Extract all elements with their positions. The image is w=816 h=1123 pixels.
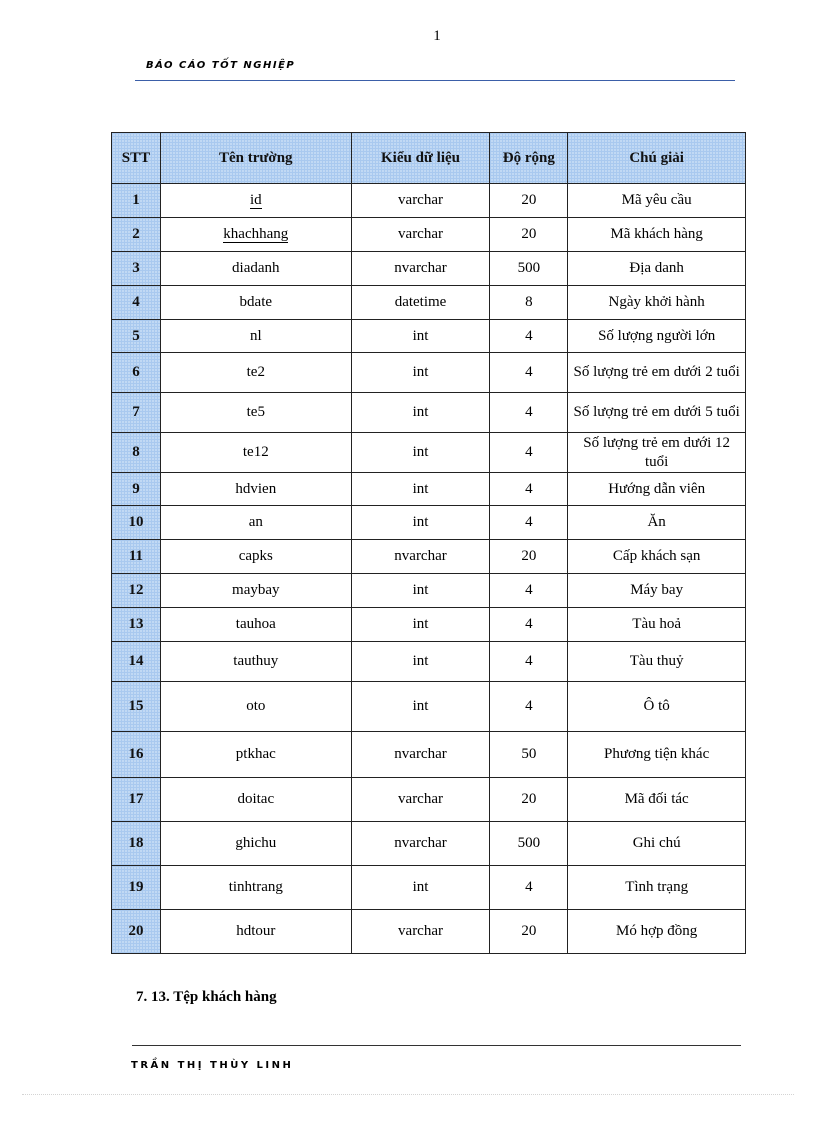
cell-stt (112, 540, 161, 574)
cell-note-text: Máy bay (630, 582, 684, 598)
cell-note (568, 642, 746, 682)
cell-width-text: 4 (525, 698, 533, 714)
cell-note (568, 353, 746, 393)
cell-stt (112, 393, 161, 433)
cell-width (490, 866, 568, 910)
cell-stt (112, 184, 161, 218)
cell-width-text: 50 (521, 746, 537, 762)
cell-width (490, 320, 568, 353)
cell-field-name-text: ptkhac (235, 746, 276, 762)
cell-width (490, 642, 568, 682)
cell-note-text: Số lượng trẻ em dưới 5 tuổi (573, 404, 740, 420)
cell-width-text: 4 (525, 404, 533, 420)
cell-field-name-text: capks (238, 548, 273, 564)
cell-note-text: Địa danh (629, 260, 684, 276)
cell-note-text: Mã đối tác (624, 791, 689, 807)
cell-note (568, 732, 746, 778)
footer-author-name: TRẦN THỊ THÙY LINH (131, 1060, 294, 1071)
table-row (112, 866, 746, 910)
cell-stt (112, 910, 161, 954)
cell-field-name (160, 353, 351, 393)
cell-note (568, 218, 746, 252)
cell-data-type-text: int (412, 327, 429, 344)
cell-data-type-text: int (412, 444, 429, 460)
cell-width-text: 4 (525, 582, 533, 598)
cell-stt-text: 11 (128, 548, 144, 564)
cell-field-name (160, 286, 351, 320)
cell-field-name-text: ghichu (235, 835, 277, 851)
cell-width (490, 540, 568, 574)
footer-divider (132, 1045, 741, 1046)
cell-stt (112, 822, 161, 866)
cell-data-type (351, 320, 490, 353)
cell-data-type-text: int (412, 616, 429, 632)
cell-data-type (351, 540, 490, 574)
cell-note (568, 184, 746, 218)
cell-data-type-text: int (412, 364, 429, 380)
cell-width-text: 4 (525, 444, 533, 460)
cell-note (568, 778, 746, 822)
cell-width-text: 500 (517, 260, 541, 276)
cell-stt-text: 4 (132, 294, 140, 310)
cell-width (490, 682, 568, 732)
page-bottom-dotted-line (22, 1094, 794, 1095)
cell-width (490, 286, 568, 320)
table-row (112, 393, 746, 433)
cell-data-type-text: nvarchar (394, 260, 447, 276)
cell-width (490, 433, 568, 473)
cell-data-type-text: nvarchar (394, 746, 447, 762)
cell-note-text: Ngày khởi hành (608, 294, 705, 310)
cell-width-text: 4 (525, 480, 533, 497)
cell-width-text: 4 (525, 616, 533, 632)
table-header-row (112, 133, 746, 184)
cell-stt-text: 16 (128, 746, 144, 762)
cell-width-text: 20 (521, 226, 537, 242)
cell-field-name-text: khachhang (223, 226, 289, 242)
cell-field-name (160, 252, 351, 286)
cell-note (568, 286, 746, 320)
table-body (112, 184, 746, 954)
cell-note (568, 320, 746, 353)
cell-note (568, 822, 746, 866)
cell-stt-text: 20 (128, 923, 144, 939)
cell-stt-text: 12 (128, 582, 144, 598)
report-header-title: BÁO CÁO TỐT NGHIỆP (146, 60, 296, 71)
page-number: 1 (433, 28, 441, 44)
cell-stt (112, 642, 161, 682)
cell-data-type-text: int (412, 653, 429, 669)
cell-field-name-text: an (248, 514, 263, 530)
cell-data-type (351, 778, 490, 822)
table-row (112, 822, 746, 866)
cell-stt-text: 13 (128, 616, 144, 632)
cell-stt (112, 682, 161, 732)
cell-width-text: 4 (525, 514, 533, 530)
cell-field-name-text: oto (246, 698, 266, 714)
cell-field-name-text: te5 (246, 404, 265, 420)
cell-stt-text: 9 (132, 480, 140, 497)
column-header-stt: STT (112, 133, 161, 184)
cell-note-text: Tình trạng (625, 879, 689, 895)
cell-field-name (160, 473, 351, 506)
cell-stt (112, 353, 161, 393)
table-row (112, 682, 746, 732)
cell-stt (112, 286, 161, 320)
cell-field-name (160, 218, 351, 252)
cell-stt (112, 866, 161, 910)
cell-width (490, 252, 568, 286)
cell-stt (112, 732, 161, 778)
cell-data-type (351, 218, 490, 252)
cell-data-type (351, 393, 490, 433)
cell-stt (112, 608, 161, 642)
cell-field-name (160, 506, 351, 540)
table-row (112, 473, 746, 506)
cell-width-text: 20 (521, 548, 537, 564)
cell-data-type (351, 732, 490, 778)
cell-stt-text: 6 (132, 364, 140, 380)
header-divider (135, 80, 735, 81)
cell-stt-text: 1 (132, 192, 140, 208)
cell-note-text: Ăn (647, 514, 666, 530)
cell-note-text: Phương tiện khác (604, 746, 710, 762)
cell-width (490, 473, 568, 506)
cell-stt-text: 15 (128, 698, 144, 714)
cell-data-type-text: int (412, 480, 429, 497)
cell-stt (112, 473, 161, 506)
cell-field-name (160, 433, 351, 473)
cell-width (490, 574, 568, 608)
cell-note-text: Tàu hoả (632, 616, 682, 632)
cell-note-text: Mó hợp đồng (616, 923, 698, 939)
cell-width (490, 778, 568, 822)
cell-field-name (160, 866, 351, 910)
table-row (112, 732, 746, 778)
cell-stt-text: 18 (128, 835, 144, 851)
cell-data-type-text: int (412, 404, 429, 420)
cell-width-text: 4 (525, 327, 533, 344)
cell-stt (112, 218, 161, 252)
cell-width-text: 20 (521, 923, 537, 939)
cell-stt-text: 7 (132, 404, 140, 420)
column-header-data-type: Kiểu dữ liệu (351, 133, 490, 184)
table-row (112, 320, 746, 353)
cell-data-type (351, 608, 490, 642)
cell-data-type-text: varchar (398, 791, 443, 807)
cell-note-text: Số lượng trẻ em dưới 12 tuổi (583, 434, 730, 470)
cell-stt (112, 574, 161, 608)
cell-stt-text: 5 (132, 327, 140, 344)
cell-field-name (160, 574, 351, 608)
table-row (112, 433, 746, 473)
cell-note-text: Tàu thuỷ (629, 653, 684, 669)
cell-data-type-text: int (412, 698, 429, 714)
cell-width-text: 500 (517, 835, 541, 851)
cell-stt-text: 10 (128, 514, 144, 530)
cell-field-name-text: hdtour (236, 923, 276, 939)
cell-data-type (351, 822, 490, 866)
cell-data-type (351, 473, 490, 506)
cell-field-name-text: te12 (242, 444, 269, 460)
cell-note (568, 393, 746, 433)
cell-width (490, 506, 568, 540)
cell-data-type (351, 433, 490, 473)
cell-field-name (160, 608, 351, 642)
cell-data-type-text: int (412, 879, 429, 895)
cell-data-type-text: datetime (394, 294, 447, 310)
cell-stt-text: 14 (128, 653, 144, 669)
cell-field-name (160, 682, 351, 732)
cell-note (568, 252, 746, 286)
cell-field-name (160, 822, 351, 866)
cell-width-text: 8 (525, 294, 533, 310)
table-row (112, 778, 746, 822)
cell-field-name (160, 320, 351, 353)
cell-field-name-text: tinhtrang (228, 879, 283, 895)
cell-field-name (160, 642, 351, 682)
cell-note-text: Mã yêu cầu (621, 192, 692, 208)
cell-stt (112, 433, 161, 473)
cell-note (568, 608, 746, 642)
cell-field-name-text: maybay (232, 582, 280, 598)
cell-data-type-text: varchar (398, 923, 443, 939)
cell-data-type (351, 910, 490, 954)
cell-field-name-text: hdvien (235, 480, 277, 497)
cell-width-text: 4 (525, 364, 533, 380)
cell-note (568, 682, 746, 732)
table-row (112, 184, 746, 218)
cell-note (568, 433, 746, 473)
cell-field-name-text: tauhoa (235, 616, 276, 632)
cell-note-text: Số lượng trẻ em dưới 2 tuổi (573, 364, 740, 380)
table-row (112, 574, 746, 608)
cell-width-text: 20 (521, 791, 537, 807)
column-header-field-name: Tên trường (160, 133, 351, 184)
cell-field-name (160, 778, 351, 822)
cell-stt (112, 778, 161, 822)
cell-data-type-text: int (412, 514, 429, 530)
cell-width-text: 4 (525, 879, 533, 895)
cell-field-name-text: id (249, 192, 262, 208)
cell-field-name-text: nl (249, 327, 262, 344)
cell-data-type-text: int (412, 582, 429, 598)
cell-width (490, 218, 568, 252)
field-schema-table (111, 132, 746, 954)
table-row (112, 218, 746, 252)
cell-stt-text: 19 (128, 879, 144, 895)
cell-stt (112, 506, 161, 540)
cell-note-text: Ô tô (643, 698, 670, 714)
cell-stt-text: 3 (132, 260, 140, 276)
cell-field-name-text: tauthuy (233, 653, 279, 669)
cell-field-name-text: bdate (239, 294, 273, 310)
cell-data-type-text: nvarchar (394, 835, 447, 851)
cell-width-text: 4 (525, 653, 533, 669)
cell-stt (112, 320, 161, 353)
cell-note (568, 540, 746, 574)
table-row (112, 506, 746, 540)
cell-note (568, 473, 746, 506)
cell-width (490, 393, 568, 433)
column-header-width: Độ rộng (490, 133, 568, 184)
cell-field-name (160, 732, 351, 778)
table-row (112, 540, 746, 574)
cell-data-type (351, 866, 490, 910)
cell-data-type-text: nvarchar (394, 548, 447, 564)
cell-width (490, 822, 568, 866)
cell-data-type-text: varchar (398, 226, 443, 242)
cell-stt (112, 252, 161, 286)
cell-note (568, 506, 746, 540)
cell-width (490, 910, 568, 954)
cell-field-name (160, 184, 351, 218)
cell-note (568, 574, 746, 608)
cell-data-type-text: varchar (398, 192, 443, 208)
cell-stt-text: 17 (128, 791, 144, 807)
cell-note-text: Cấp khách sạn (612, 548, 701, 564)
cell-field-name (160, 540, 351, 574)
cell-width (490, 184, 568, 218)
cell-data-type (351, 252, 490, 286)
cell-data-type (351, 353, 490, 393)
table-row (112, 286, 746, 320)
cell-stt-text: 8 (132, 444, 140, 460)
cell-width (490, 353, 568, 393)
column-header-note: Chú giải (568, 133, 746, 184)
cell-data-type (351, 682, 490, 732)
cell-field-name (160, 910, 351, 954)
section-heading: 7. 13. Tệp khách hàng (136, 989, 277, 1005)
table-row (112, 642, 746, 682)
cell-note-text: Số lượng người lớn (598, 327, 716, 344)
cell-width-text: 20 (521, 192, 537, 208)
cell-data-type (351, 184, 490, 218)
cell-field-name-text: doitac (237, 791, 275, 807)
cell-note-text: Hướng dẫn viên (608, 480, 706, 497)
cell-note-text: Mã khách hàng (610, 226, 703, 242)
cell-stt-text: 2 (132, 226, 140, 242)
table-row (112, 353, 746, 393)
cell-data-type (351, 574, 490, 608)
cell-data-type (351, 506, 490, 540)
cell-field-name-text: diadanh (232, 260, 280, 276)
cell-field-name-text: te2 (246, 364, 265, 380)
table-row (112, 608, 746, 642)
table-row (112, 910, 746, 954)
cell-field-name (160, 393, 351, 433)
cell-note (568, 910, 746, 954)
table-row (112, 252, 746, 286)
cell-width (490, 608, 568, 642)
cell-data-type (351, 642, 490, 682)
cell-width (490, 732, 568, 778)
cell-note (568, 866, 746, 910)
cell-note-text: Ghi chú (632, 835, 681, 851)
cell-data-type (351, 286, 490, 320)
